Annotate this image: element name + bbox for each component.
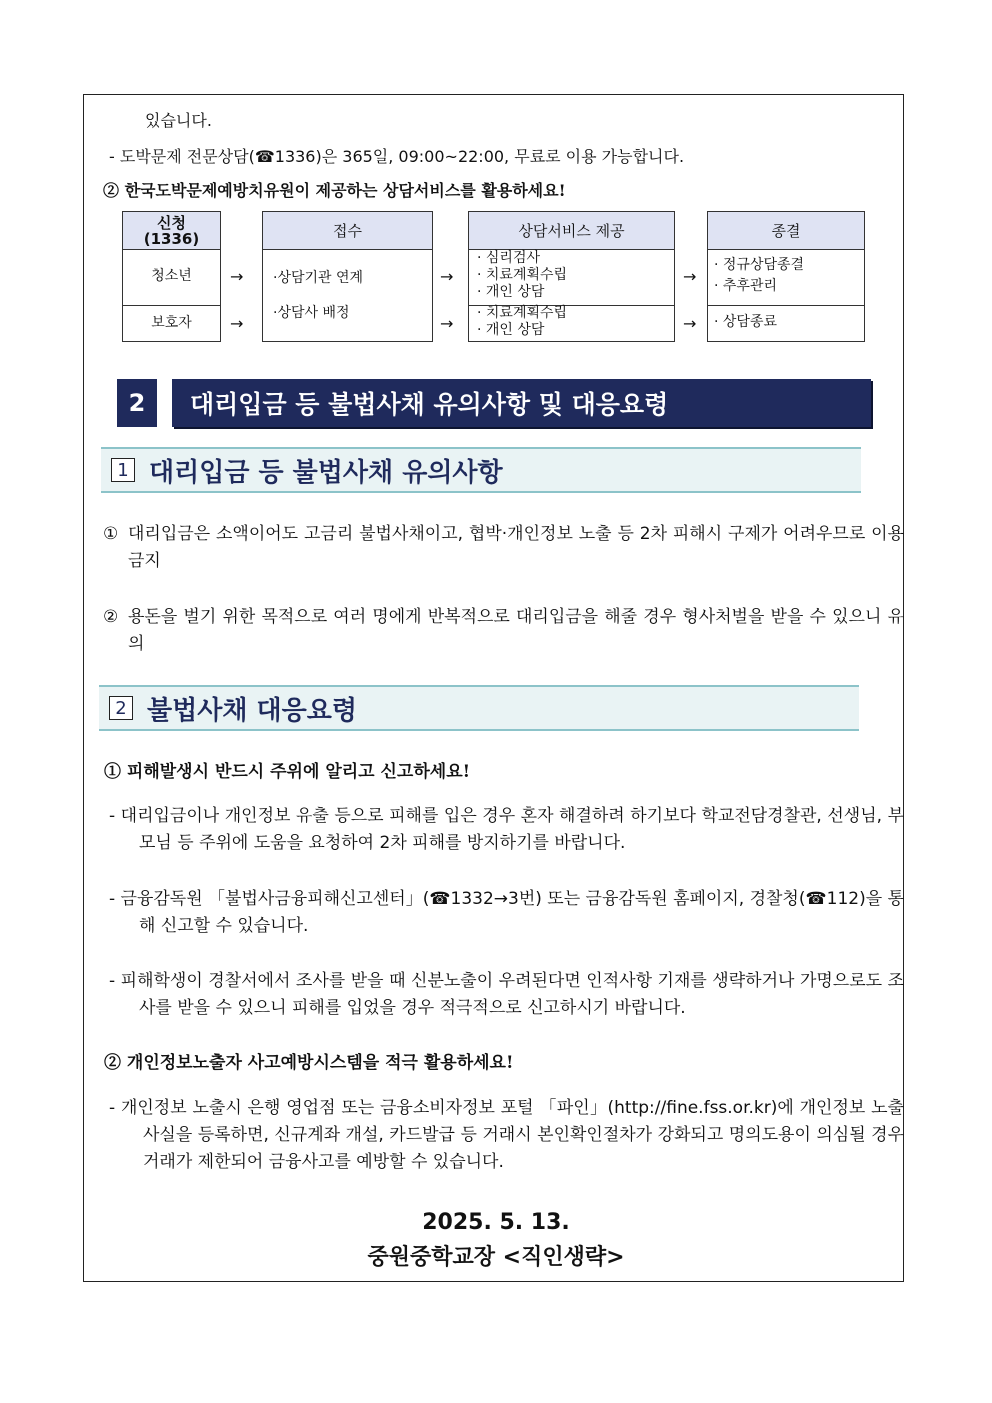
- intro-line-1: 있습니다.: [145, 111, 212, 130]
- flow-service-item: · 개인 상담: [477, 322, 545, 338]
- flow-receive-item-2: ·상담사 배정: [273, 305, 350, 321]
- flow-end-item: · 정규상담종결: [714, 257, 805, 273]
- flow-col-receive-header: 접수: [263, 212, 432, 250]
- response-bullet-1: - 대리입금이나 개인정보 유출 등으로 피해를 입은 경우 혼자 해결하려 하기보다 학교전담경찰관, 선생님, 부모님 등 주위에 도움을 요청하여 2차 피해를 방지하기를 바랍니다.: [109, 806, 904, 853]
- caution-item-1-text: 대리입금은 소액이어도 고금리 불법사채이고, 협박·개인정보 노출 등 2차 피해시 구제가 어려우므로 이용 금지: [128, 524, 904, 571]
- flow-col-end: [707, 211, 865, 342]
- flow-arrow: →: [683, 314, 697, 333]
- flow-arrow: →: [440, 267, 454, 286]
- response-bullet-2: - 금융감독원 「불법사금융피해신고센터」(☎1332→3번) 또는 금융감독원 홈페이지, 경찰청(☎112)을 통해 신고할 수 있습니다.: [109, 889, 904, 936]
- flow-service-item: · 치료계획수립: [477, 267, 568, 283]
- flow-col-service: [468, 211, 675, 342]
- flow-row-student: 청소년: [151, 268, 192, 284]
- subsection-title: 불법사채 대응요령: [147, 695, 357, 726]
- flow-col-receive: [262, 211, 433, 342]
- flow-col-apply-header: 신청 (1336): [123, 212, 220, 250]
- section-title: 대리입금 등 불법사채 유의사항 및 대응요령: [172, 379, 871, 427]
- flow-arrow: →: [683, 267, 697, 286]
- item-marker: ①: [103, 524, 119, 544]
- response-point-1: ① 피해발생시 반드시 주위에 알리고 신고하세요!: [104, 762, 471, 782]
- document-date: 2025. 5. 13.: [422, 1210, 570, 1235]
- response-bullet-4: - 개인정보 노출시 은행 영업점 또는 금융소비자정보 포털 「파인」(http://fine.fss.or.kr)에 개인정보 노출사실을 등록하면, 신규계좌 개설, 카드발급 등 거래시 본인확인절차가 강화되고 명의도용이 의심될 경우 거래가 제한되어 금융사고를 예방할 수 있습니다.: [109, 1098, 904, 1172]
- caution-item-2-text: 용돈을 벌기 위한 목적으로 여러 명에게 반복적으로 대리입금을 해줄 경우 형사처벌을 받을 수 있으니 유의: [128, 607, 904, 654]
- intro-point-2: ② 한국도박문제예방치유원이 제공하는 상담서비스를 활용하세요!: [103, 181, 566, 200]
- flow-col-end-header: 종결: [708, 212, 864, 250]
- response-bullet-3: - 피해학생이 경찰서에서 조사를 받을 때 신분노출이 우려된다면 인적사항 기재를 생략하거나 가명으로도 조사를 받을 수 있으니 피해를 입었을 경우 적극적으로 신고하시기 바랍니다.: [109, 971, 904, 1018]
- flow-arrow: →: [440, 314, 454, 333]
- subsection-title: 대리입금 등 불법사채 유의사항: [149, 457, 503, 488]
- section-number: 2: [117, 379, 157, 427]
- caution-item-2: [128, 604, 904, 658]
- flow-end-item: · 상담종료: [714, 314, 777, 330]
- subsection-2-header: [99, 685, 859, 731]
- flow-service-item: · 개인 상담: [477, 284, 545, 300]
- flow-col-service-header: 상담서비스 제공: [469, 212, 674, 250]
- flow-receive-item-1: ·상담기관 연계: [273, 270, 364, 286]
- flow-service-item: · 치료계획수립: [477, 305, 568, 321]
- subsection-number: 2: [109, 696, 133, 720]
- flow-end-item: · 추후관리: [714, 278, 777, 294]
- subsection-number: 1: [111, 458, 135, 482]
- flow-arrow: →: [230, 267, 244, 286]
- flow-col-apply: [122, 211, 221, 342]
- subsection-1-header: [101, 447, 861, 493]
- intro-line-2: - 도박문제 전문상담(☎1336)은 365일, 09:00~22:00, 무료로 이용 가능합니다.: [109, 147, 685, 166]
- flow-row-guardian: 보호자: [151, 315, 192, 331]
- flow-arrow: →: [230, 314, 244, 333]
- caution-item-1: [128, 521, 904, 575]
- response-point-2: ② 개인정보노출자 사고예방시스템을 적극 활용하세요!: [104, 1053, 514, 1073]
- document-signer: 중원중학교장 <직인생략>: [367, 1245, 625, 1270]
- item-marker: ②: [103, 607, 119, 627]
- flow-service-item: · 심리검사: [477, 250, 540, 266]
